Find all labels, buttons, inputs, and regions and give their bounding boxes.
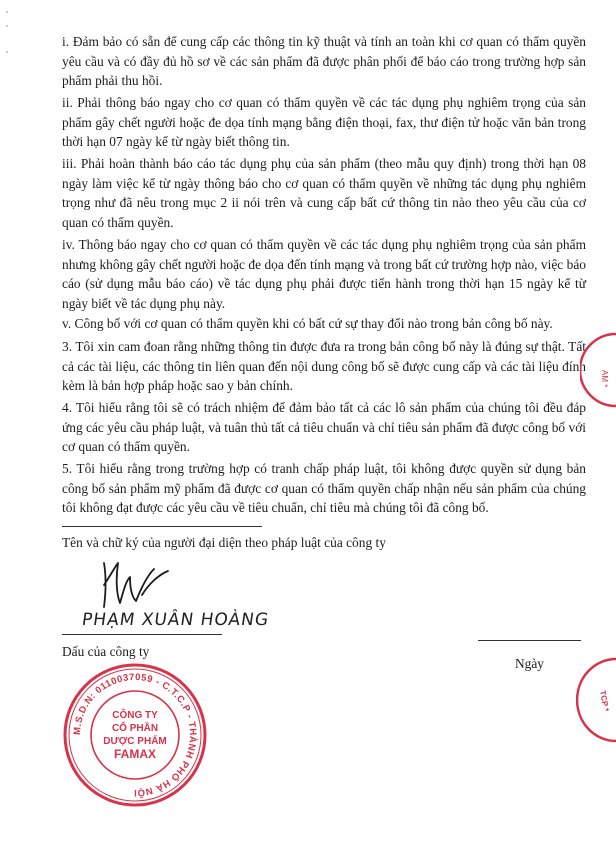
svg-text:FAMAX: FAMAX bbox=[114, 747, 156, 761]
edge-stamp-lower bbox=[576, 655, 616, 745]
edge-stamp-upper bbox=[580, 330, 616, 410]
handwritten-signature bbox=[96, 555, 176, 615]
scan-marks bbox=[4, 6, 12, 66]
paragraph-4: 4. Tôi hiểu rằng tôi sẽ có trách nhiệm để đảm bảo tất cả các lô sản phẩm của chúng tôi đều đáp ứng các yêu cầu pháp luật, và tuân thủ tất cả tiêu chuẩn và chỉ tiêu sản phẩm đã được công bố với cơ quan có thẩm quyền. bbox=[62, 400, 586, 455]
svg-text:CÔNG TY: CÔNG TY bbox=[112, 710, 158, 721]
svg-text:M.S.D.N: 0110037059 - C.T.C.P: M.S.D.N: 0110037059 - C.T.C.P - THÀNH PHỐ HÀ NỘI bbox=[71, 671, 199, 799]
svg-text:DƯỢC PHẨM: DƯỢC PHẨM bbox=[103, 736, 167, 747]
svg-text:AM *: AM * bbox=[600, 370, 609, 388]
svg-text:TCP *: TCP * bbox=[598, 689, 611, 713]
paragraph-iv: iv. Thông báo ngay cho cơ quan có thẩm quyền về các tác dụng phụ nghiêm trọng của sản phẩm nhưng không gây chết người hoặc đe dọa đến tính mạng và trong bất cứ trường hợp nào, việc báo cáo (sử dụng mẫu báo cáo) về tác dụng phụ phải được tiến hành trong thời hạn 15 ngày kể từ ngày biết về tác dụng phụ này. bbox=[62, 237, 586, 311]
separator-line bbox=[62, 526, 262, 527]
paragraph-i: i. Đảm bảo có sẵn để cung cấp các thông tin kỹ thuật và tính an toàn khi cơ quan có thẩm quyền yêu cầu và có đầy đủ hồ sơ về các sản phẩm đã được phân phối để báo cáo trong trường hợp sản phẩm phải thu hồi. bbox=[62, 34, 586, 89]
paragraph-iii: iii. Phải hoàn thành báo cáo tác dụng phụ của sản phẩm (theo mẫu quy định) trong thời hạn 08 ngày làm việc kể từ ngày thông báo cho cơ quan có thẩm quyền về những tác dụng phụ nghiêm trọng như đã nêu trong mục 2 ii nói trên và cung cấp bất cứ thông tin nào theo yêu cầu của cơ quan có thẩm quyền. bbox=[62, 156, 586, 230]
date-label: Ngày bbox=[515, 656, 545, 671]
signature-underline bbox=[62, 634, 222, 635]
svg-text:CỔ PHẦN: CỔ PHẦN bbox=[111, 723, 159, 734]
paragraph-v: v. Công bố với cơ quan có thẩm quyền khi có bất cứ sự thay đổi nào trong bản công bố này. bbox=[62, 316, 553, 331]
paragraph-ii: ii. Phải thông báo ngay cho cơ quan có thẩm quyền về các tác dụng phụ nghiêm trọng của sản phẩm gây chết người hoặc đe dọa tính mạng bằng điện thoại, fax, thư điện tử hoặc văn bản trong thời hạn 07 ngày kể từ ngày biết thông tin. bbox=[62, 95, 586, 150]
signatory-name: PHẠM XUÂN HOÀNG bbox=[80, 610, 271, 630]
seal-label: Dấu của công ty bbox=[62, 644, 150, 659]
date-line bbox=[478, 640, 581, 641]
company-seal bbox=[60, 660, 210, 810]
paragraph-5: 5. Tôi hiểu rằng trong trường hợp có tranh chấp pháp luật, tôi không được quyền sử dụng bản công bố sản phẩm mỹ phẩm đã được cơ quan có thẩm quyền chấp nhận nếu sản phẩm của chúng tôi không đạt được các yêu cầu về tiêu chuẩn, chỉ tiêu mà chúng tôi đã công bố. bbox=[62, 461, 586, 516]
paragraph-3: 3. Tôi xin cam đoan rằng những thông tin được đưa ra trong bản công bố này là đúng sự thật. Tất cả các tài liệu, các thông tin liên quan đến nội dung công bố sẽ được cung cấp và các tài liệu đính kèm là bản hợp pháp hoặc sao y bản chính. bbox=[62, 339, 586, 394]
signature-label: Tên và chữ ký của người đại diện theo pháp luật của công ty bbox=[62, 535, 386, 550]
